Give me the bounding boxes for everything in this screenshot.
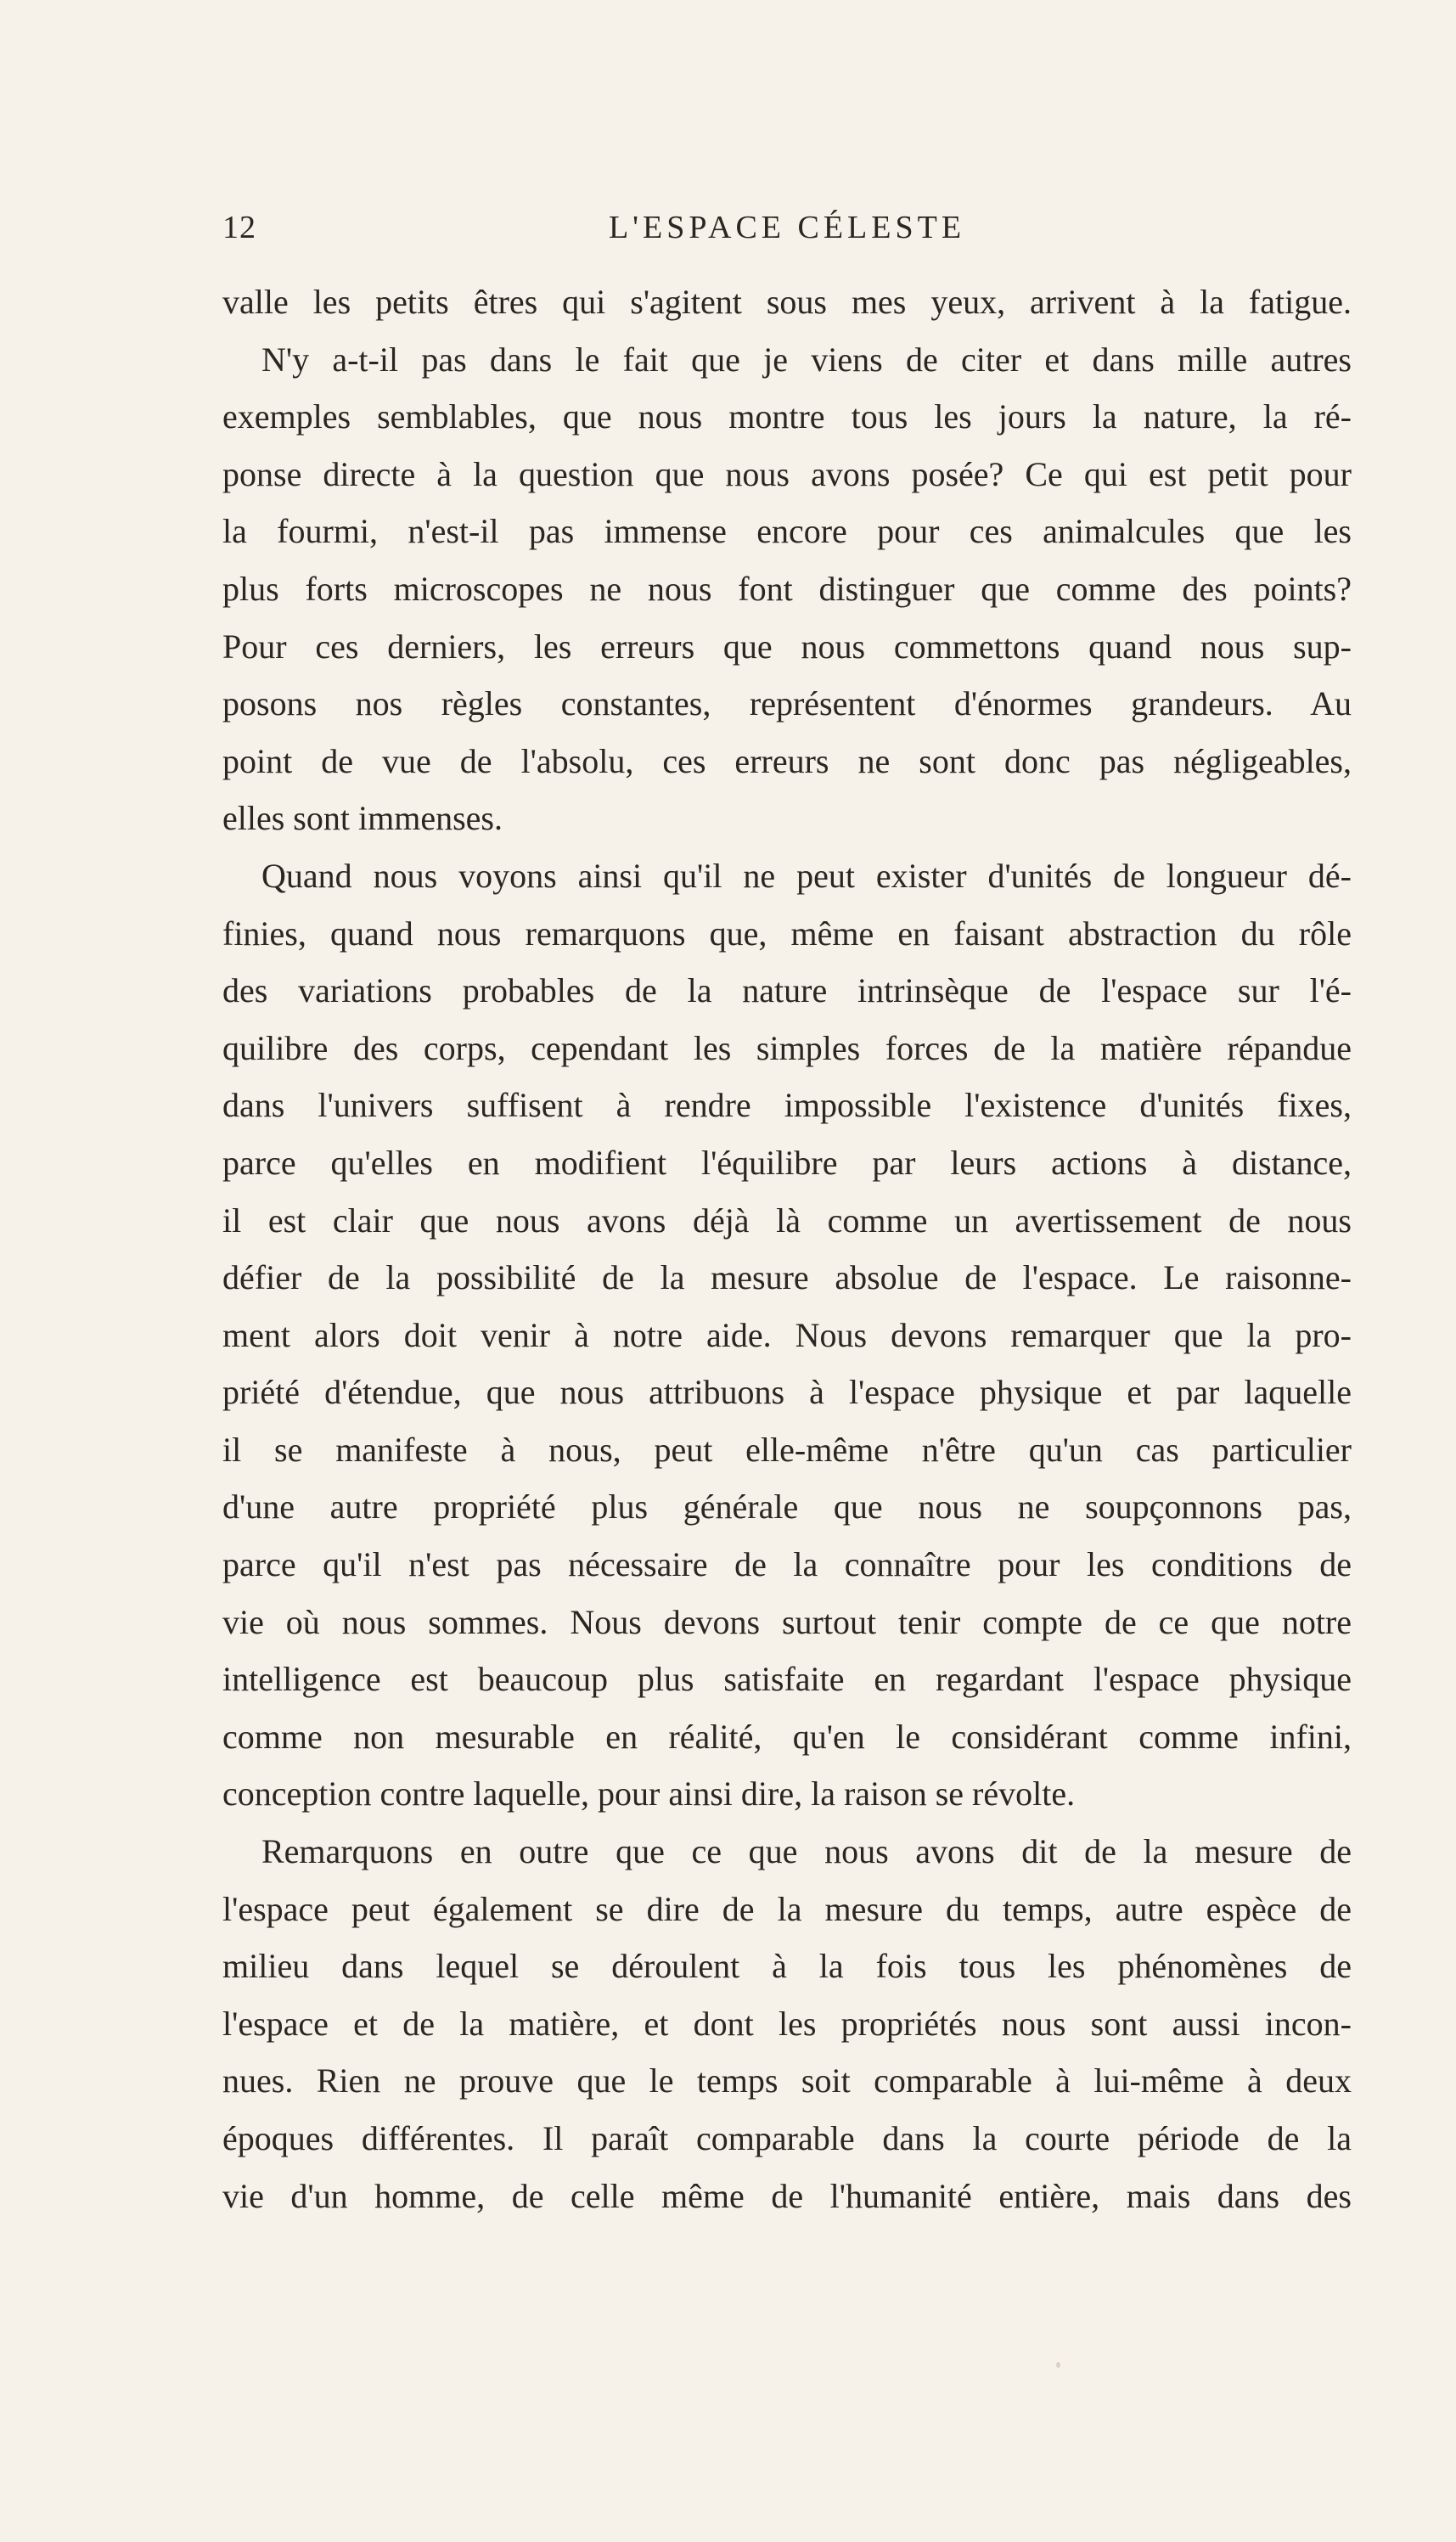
text-line: Remarquons en outre que ce que nous avons dit de la mesure de	[261, 1832, 1352, 1871]
text-line: quilibre des corps, cependant les simples forces de la matière répandue	[222, 1028, 1352, 1067]
page-number: 12	[222, 210, 256, 245]
text-line: Quand nous voyons ainsi qu'il ne peut exister d'unités de longueur dé-	[261, 856, 1352, 895]
text-line: l'espace et de la matière, et dont les propriétés nous sont aussi incon-	[222, 2004, 1352, 2043]
text-line: finies, quand nous remarquons que, même en faisant abstraction du rôle	[222, 914, 1352, 953]
text-line: vie où nous sommes. Nous devons surtout tenir compte de ce que notre	[222, 1602, 1352, 1641]
text-line: il se manifeste à nous, peut elle-même n'être qu'un cas particulier	[222, 1430, 1352, 1469]
text-line: d'une autre propriété plus générale que nous ne soupçonnons pas,	[222, 1488, 1352, 1527]
running-title: L'ESPACE CÉLESTE	[608, 210, 966, 245]
text-line: des variations probables de la nature intrinsèque de l'espace sur l'é-	[222, 971, 1352, 1010]
text-line: défier de la possibilité de la mesure absolue de l'espace. Le raisonne-	[222, 1258, 1352, 1297]
text-line: point de vue de l'absolu, ces erreurs ne sont donc pas négligeables,	[222, 741, 1352, 780]
text-line: la fourmi, n'est-il pas immense encore pour ces animalcules que les	[222, 512, 1352, 551]
text-line: N'y a-t-il pas dans le fait que je viens de citer et dans mille autres	[261, 340, 1352, 379]
text-line: Pour ces derniers, les erreurs que nous commettons quand nous sup-	[222, 627, 1352, 666]
text-line: ment alors doit venir à notre aide. Nous devons remarquer que la pro-	[222, 1315, 1352, 1354]
text-line: l'espace peut également se dire de la mesure du temps, autre espèce de	[222, 1889, 1352, 1928]
text-line: nues. Rien ne prouve que le temps soit comparable à lui-même à deux	[222, 2061, 1352, 2101]
running-head	[222, 202, 1352, 262]
text-line: milieu dans lequel se déroulent à la fois tous les phénomènes de	[222, 1947, 1352, 1986]
text-line: elles sont immenses.	[222, 799, 503, 838]
paper-speck	[1056, 2362, 1060, 2368]
text-line: comme non mesurable en réalité, qu'en le considérant comme infini,	[222, 1717, 1352, 1756]
text-line: conception contre laquelle, pour ainsi dire, la raison se révolte.	[222, 1774, 1076, 1814]
text-line: époques différentes. Il paraît comparable dans la courte période de la	[222, 2119, 1352, 2157]
text-line: exemples semblables, que nous montre tous les jours la nature, la ré-	[222, 397, 1352, 436]
text-line: vie d'un homme, de celle même de l'humanité entière, mais dans des	[222, 2176, 1352, 2215]
text-line: posons nos règles constantes, représentent d'énormes grandeurs. Au	[222, 684, 1352, 723]
text-line: priété d'étendue, que nous attribuons à l'espace physique et par laquelle	[222, 1373, 1352, 1412]
text-line: plus forts microscopes ne nous font distinguer que comme des points?	[222, 569, 1352, 608]
text-line: il est clair que nous avons déjà là comme un avertissement de nous	[222, 1201, 1352, 1240]
text-line: dans l'univers suffisent à rendre impossible l'existence d'unités fixes,	[222, 1086, 1352, 1125]
text-line: parce qu'il n'est pas nécessaire de la connaître pour les conditions de	[222, 1545, 1352, 1584]
text-line: valle les petits êtres qui s'agitent sous mes yeux, arrivent à la fatigue.	[222, 283, 1352, 321]
text-line: intelligence est beaucoup plus satisfaite en regardant l'espace physique	[222, 1660, 1352, 1699]
body-text	[222, 273, 1352, 2224]
text-line: parce qu'elles en modifient l'équilibre par leurs actions à distance,	[222, 1143, 1352, 1182]
text-line: ponse directe à la question que nous avons posée? Ce qui est petit pour	[222, 454, 1352, 493]
